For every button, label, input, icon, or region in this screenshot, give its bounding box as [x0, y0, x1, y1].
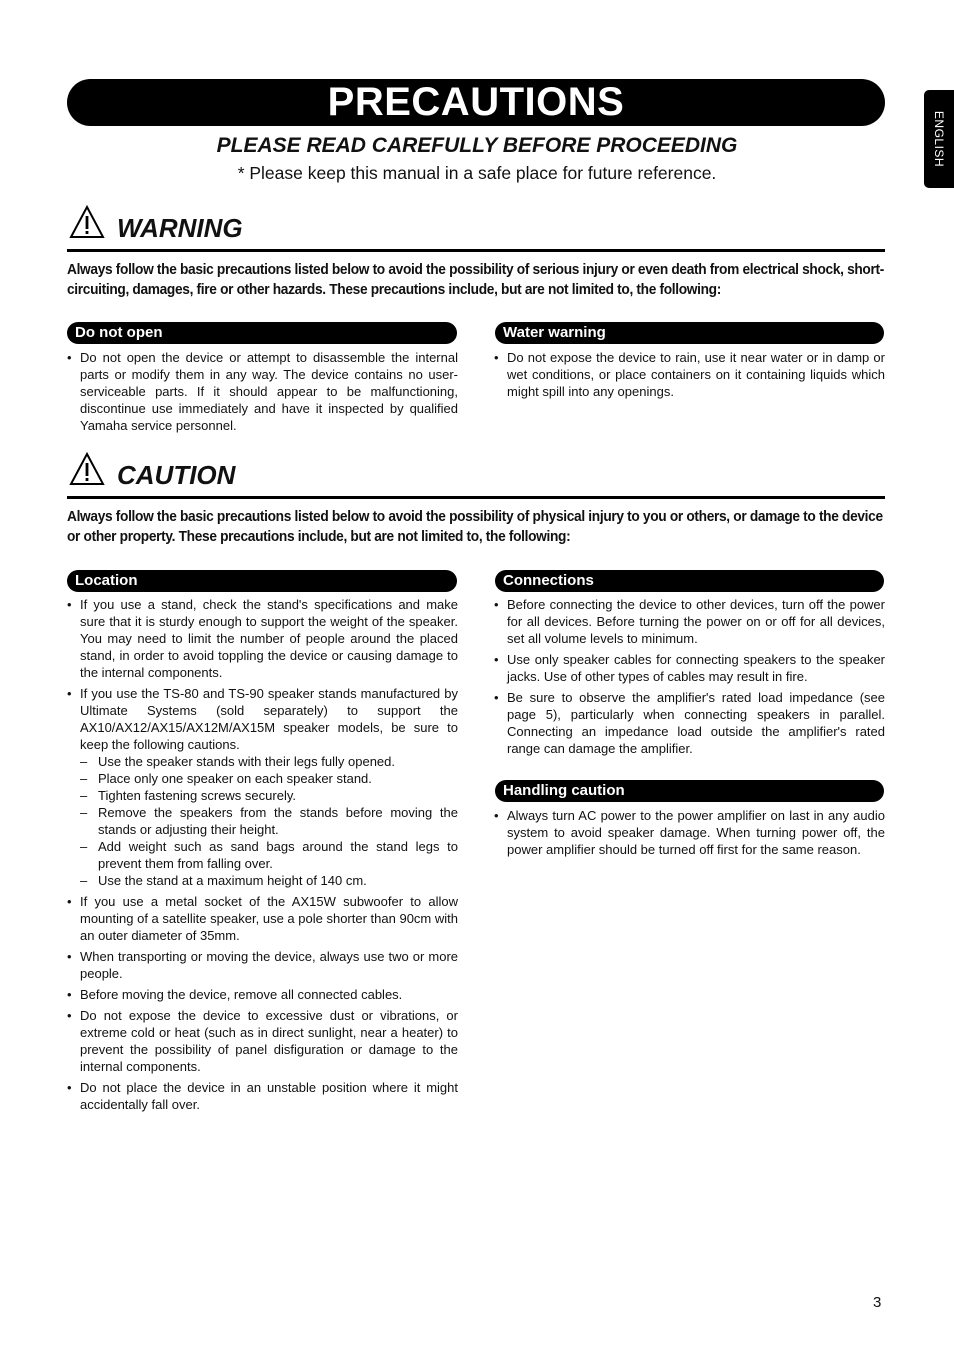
page-subtitle: PLEASE READ CAREFULLY BEFORE PROCEEDING	[216, 134, 738, 157]
do-not-open-header	[67, 322, 457, 344]
water-warning-header	[495, 322, 884, 344]
caution-heading-block	[67, 452, 885, 499]
stand-cautions-sublist	[80, 753, 458, 889]
warning-intro: Always follow the basic precautions listed below to avoid the possibility of serious injury or even death from electrical shock, short-circuiting, damages, fire or other hazards. These precautions include, but are not limited to, the following:	[67, 262, 884, 298]
list-item-text: If you use the TS-80 and TS-90 speaker stands manufactured by Ultimate Systems (sold separately) to support the AX10/AX12/AX15/AX12M/AX15M speaker models, be sure to keep the following cautions.	[80, 686, 458, 752]
location-header	[67, 570, 457, 592]
safekeeping-note: * Please keep this manual in a safe place for future reference.	[237, 163, 717, 183]
do-not-open-list	[67, 349, 458, 438]
sub-list-item: – Add weight such as sand bags around the stand legs to prevent them from falling over.	[80, 838, 458, 872]
water-warning-title: Water warning	[503, 324, 606, 341]
caution-intro: Always follow the basic precautions listed below to avoid the possibility of physical injury to you or others, or damage to the device or other property. These precautions include, but are not limited to, the following:	[67, 509, 883, 545]
list-item: • Do not expose the device to rain, use it near water or in damp or wet conditions, or place containers on it containing liquids which might spill into any openings.	[494, 349, 885, 400]
list-item: • Before connecting the device to other devices, turn off the power for all devices. Before turning the power on or off for all devices, set all volume levels to minimum.	[494, 596, 885, 647]
title-banner	[67, 79, 885, 126]
sub-list-item: – Tighten fastening screws securely.	[80, 787, 458, 804]
connections-list	[494, 596, 885, 761]
list-item: • When transporting or moving the device, always use two or more people.	[67, 948, 458, 982]
water-warning-list	[494, 349, 885, 404]
list-item: • Before moving the device, remove all connected cables.	[67, 986, 458, 1003]
location-list	[67, 596, 458, 1117]
sub-list-item: – Use the stand at a maximum height of 140 cm.	[80, 872, 458, 889]
location-title: Location	[75, 572, 138, 589]
caution-triangle-icon	[69, 452, 105, 486]
connections-title: Connections	[503, 572, 594, 589]
list-item	[67, 685, 458, 889]
warning-heading: WARNING	[117, 213, 243, 243]
sub-list-item: – Remove the speakers from the stands before moving the stands or adjusting their height.	[80, 804, 458, 838]
list-item: • Do not expose the device to excessive dust or vibrations, or extreme cold or heat (such as in direct sunlight, near a heater) to prevent the possibility of panel disfiguration or damage to the internal components.	[67, 1007, 458, 1075]
list-item: • Always turn AC power to the power amplifier on last in any audio system to avoid speaker damage. When turning power off, the power amplifier should be turned off first for the same reason.	[494, 807, 885, 858]
list-item: • If you use a stand, check the stand's specifications and make sure that it is sturdy enough to support the weight of the speaker. You may need to limit the number of people around the placed stand, in order to avoid toppling the device or causing damage to the internal components.	[67, 596, 458, 681]
handling-caution-title: Handling caution	[503, 782, 625, 799]
handling-caution-list	[494, 807, 885, 862]
caution-heading: CAUTION	[117, 460, 236, 490]
warning-triangle-icon	[69, 205, 105, 239]
language-tab-label: ENGLISH	[932, 110, 946, 168]
connections-header	[495, 570, 884, 592]
sub-list-item: – Use the speaker stands with their legs fully opened.	[80, 753, 458, 770]
list-item: • Use only speaker cables for connecting speakers to the speaker jacks. Use of other types of cables may result in fire.	[494, 651, 885, 685]
list-item: • Do not open the device or attempt to disassemble the internal parts or modify them in any way. The device contains no user-serviceable parts. If it should appear to be malfunctioning, discontinue use immediately and have it inspected by qualified Yamaha service personnel.	[67, 349, 458, 434]
list-item: • Do not place the device in an unstable position where it might accidentally fall over.	[67, 1079, 458, 1113]
do-not-open-title: Do not open	[75, 324, 163, 341]
sub-list-item: – Place only one speaker on each speaker stand.	[80, 770, 458, 787]
list-item: • If you use a metal socket of the AX15W subwoofer to allow mounting of a satellite speaker, use a pole shorter than 90cm with an outer diameter of 35mm.	[67, 893, 458, 944]
page-number: 3	[873, 1294, 882, 1311]
page-title: PRECAUTIONS	[327, 80, 625, 124]
warning-heading-block	[67, 205, 885, 252]
list-item: • Be sure to observe the amplifier's rated load impedance (see page 5), particularly when connecting speakers in parallel. Connecting an impedance load outside the amplifier's rated range can damage the amplifier.	[494, 689, 885, 757]
handling-caution-header	[495, 780, 884, 802]
